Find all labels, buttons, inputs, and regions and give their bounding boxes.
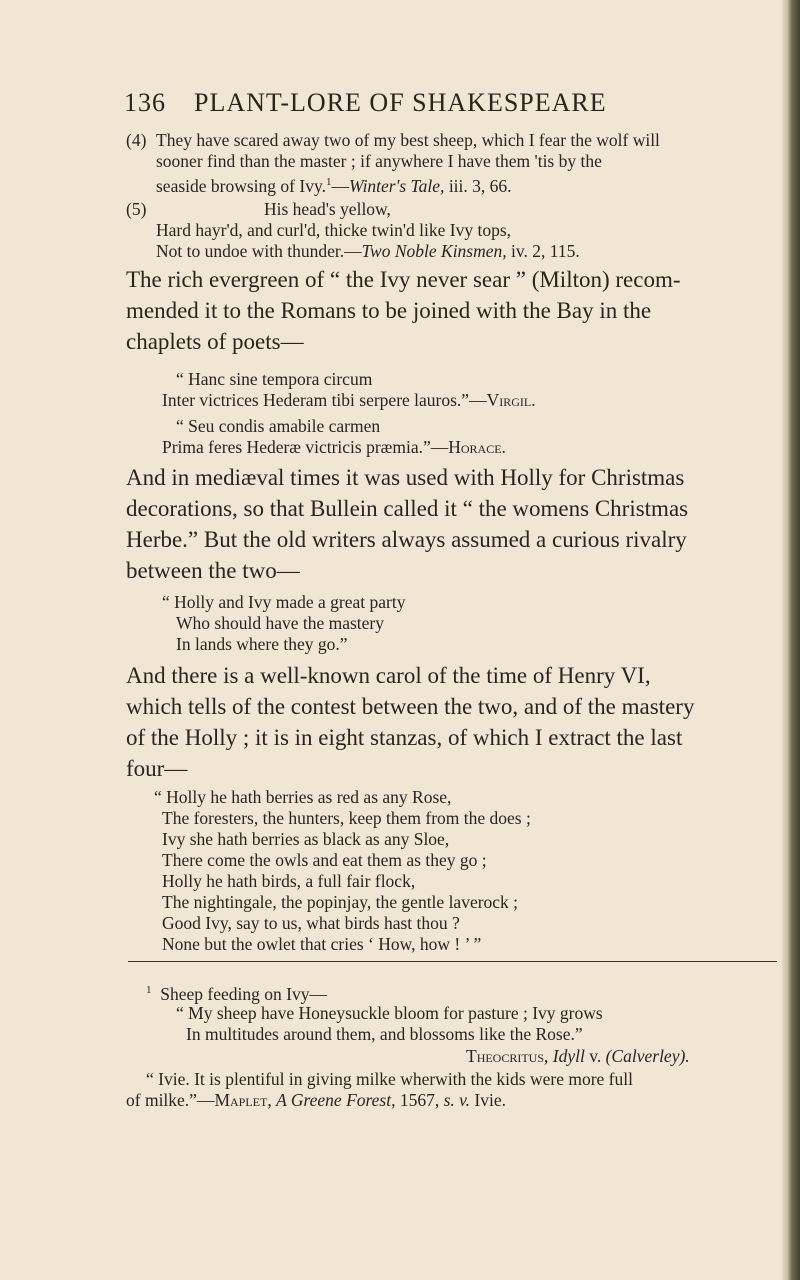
translator: (Calverley). bbox=[605, 1046, 690, 1066]
footnote-line: “ Ivie. It is plentiful in giving milke wherwith the kids were more full bbox=[146, 1069, 633, 1089]
footnote-line: In multitudes around them, and blossoms like the Rose.” bbox=[186, 1024, 583, 1044]
quote-4-ref: iii. 3, 66. bbox=[448, 175, 512, 196]
footnote-text: Ivie. bbox=[474, 1090, 506, 1110]
footnote-divider bbox=[128, 961, 777, 962]
verse-line: None but the owlet that cries ‘ How, how ! ’ ” bbox=[162, 934, 482, 954]
paragraph-line: mended it to the Romans to be joined with the Bay in the bbox=[126, 298, 652, 323]
footnote-line: “ My sheep have Honeysuckle bloom for pasture ; Ivy grows bbox=[176, 1003, 603, 1023]
quote-5-citation: Two Noble Kinsmen, bbox=[361, 241, 507, 261]
running-header bbox=[124, 88, 607, 118]
verse-line: Who should have the mastery bbox=[176, 613, 385, 633]
paragraph-line: decorations, so that Bullein called it “ the womens Christmas bbox=[126, 496, 689, 521]
paragraph-line: which tells of the contest between the two, and of the mastery bbox=[126, 694, 695, 719]
paragraph-line: chaplets of poets— bbox=[126, 329, 304, 354]
verse-line: The foresters, the hunters, keep them from the does ; bbox=[162, 808, 531, 828]
verse-line bbox=[162, 390, 536, 411]
paragraph-line: Herbe.” But the old writers always assumed a curious rivalry bbox=[126, 527, 687, 552]
quote-4-line-3 bbox=[156, 172, 512, 197]
verse-line: There come the owls and eat them as they go ; bbox=[162, 850, 487, 870]
quote-5-line-2: Hard hayr'd, and curl'd, thicke twin'd like Ivy tops, bbox=[156, 220, 511, 240]
author-name: Maplet, bbox=[214, 1090, 272, 1110]
paragraph-line: And there is a well-known carol of the time of Henry VI, bbox=[126, 663, 651, 688]
paragraph-line: The rich evergreen of “ the Ivy never sear ” (Milton) recom- bbox=[126, 267, 681, 292]
work-title: A Greene Forest, bbox=[276, 1090, 396, 1110]
footnote-text: of milke.”— bbox=[126, 1090, 215, 1110]
footnote-intro: Sheep feeding on Ivy— bbox=[160, 983, 327, 1004]
paragraph-line: between the two— bbox=[126, 558, 300, 583]
footnote-line bbox=[146, 980, 327, 1005]
footnote-line bbox=[126, 1090, 506, 1111]
quote-4-line-2: sooner find than the master ; if anywhere I have them 'tis by the bbox=[156, 151, 602, 171]
author-name: Virgil. bbox=[486, 390, 536, 410]
paragraph-line: four— bbox=[126, 756, 188, 781]
quote-5-line-3-text: Not to undoe with thunder. bbox=[156, 241, 345, 261]
quote-4-line-3-text: seaside browsing of Ivy. bbox=[156, 175, 326, 196]
work-ref: v. bbox=[589, 1046, 602, 1066]
quote-5-label: (5) bbox=[126, 199, 147, 219]
sub-voce: s. v. bbox=[443, 1090, 471, 1110]
citation-dash: — bbox=[344, 241, 362, 261]
quote-5-line-1: His head's yellow, bbox=[264, 199, 391, 219]
work-ref: 1567, bbox=[399, 1090, 440, 1110]
verse-line: “ Holly he hath berries as red as any Rose, bbox=[154, 787, 452, 807]
quote-5-line-3 bbox=[156, 241, 580, 262]
verse-text: Prima feres Hederæ victricis præmia.”— bbox=[162, 437, 449, 457]
verse-line: “ Seu condis amabile carmen bbox=[176, 416, 381, 436]
verse-line: Good Ivy, say to us, what birds hast thou ? bbox=[162, 913, 460, 933]
quote-4-line-1: They have scared away two of my best sheep, which I fear the wolf will bbox=[156, 130, 660, 150]
footnote-attribution bbox=[466, 1046, 690, 1067]
verse-line bbox=[162, 437, 506, 458]
verse-line: The nightingale, the popinjay, the gentle laverock ; bbox=[162, 892, 519, 912]
verse-line: Holly he hath birds, a full fair flock, bbox=[162, 871, 416, 891]
quote-5-ref: iv. 2, 115. bbox=[511, 241, 580, 261]
verse-text: Inter victrices Hederam tibi serpere lauros.”— bbox=[162, 390, 487, 410]
page-edge bbox=[782, 0, 800, 1280]
running-title: PLANT-LORE OF SHAKESPEARE bbox=[194, 88, 607, 117]
quote-4-citation: Winter's Tale, bbox=[348, 175, 445, 196]
author-name: Theocritus, bbox=[466, 1046, 549, 1066]
paragraph-line: of the Holly ; it is in eight stanzas, of which I extract the last bbox=[126, 725, 683, 750]
verse-line: “ Hanc sine tempora circum bbox=[176, 369, 373, 389]
verse-line: Ivy she hath berries as black as any Sloe, bbox=[162, 829, 450, 849]
citation-dash: — bbox=[331, 175, 349, 196]
footnote-reference: 1 bbox=[325, 176, 332, 188]
work-title: Idyll bbox=[552, 1046, 585, 1066]
paragraph-line: And in mediæval times it was used with Holly for Christmas bbox=[126, 465, 685, 490]
author-name: Horace. bbox=[448, 437, 506, 457]
verse-line: In lands where they go.” bbox=[176, 634, 348, 654]
quote-4-label: (4) bbox=[126, 130, 147, 150]
verse-line: “ Holly and Ivy made a great party bbox=[162, 592, 406, 612]
page-number: 136 bbox=[124, 88, 166, 117]
footnote-mark: 1 bbox=[146, 984, 152, 996]
